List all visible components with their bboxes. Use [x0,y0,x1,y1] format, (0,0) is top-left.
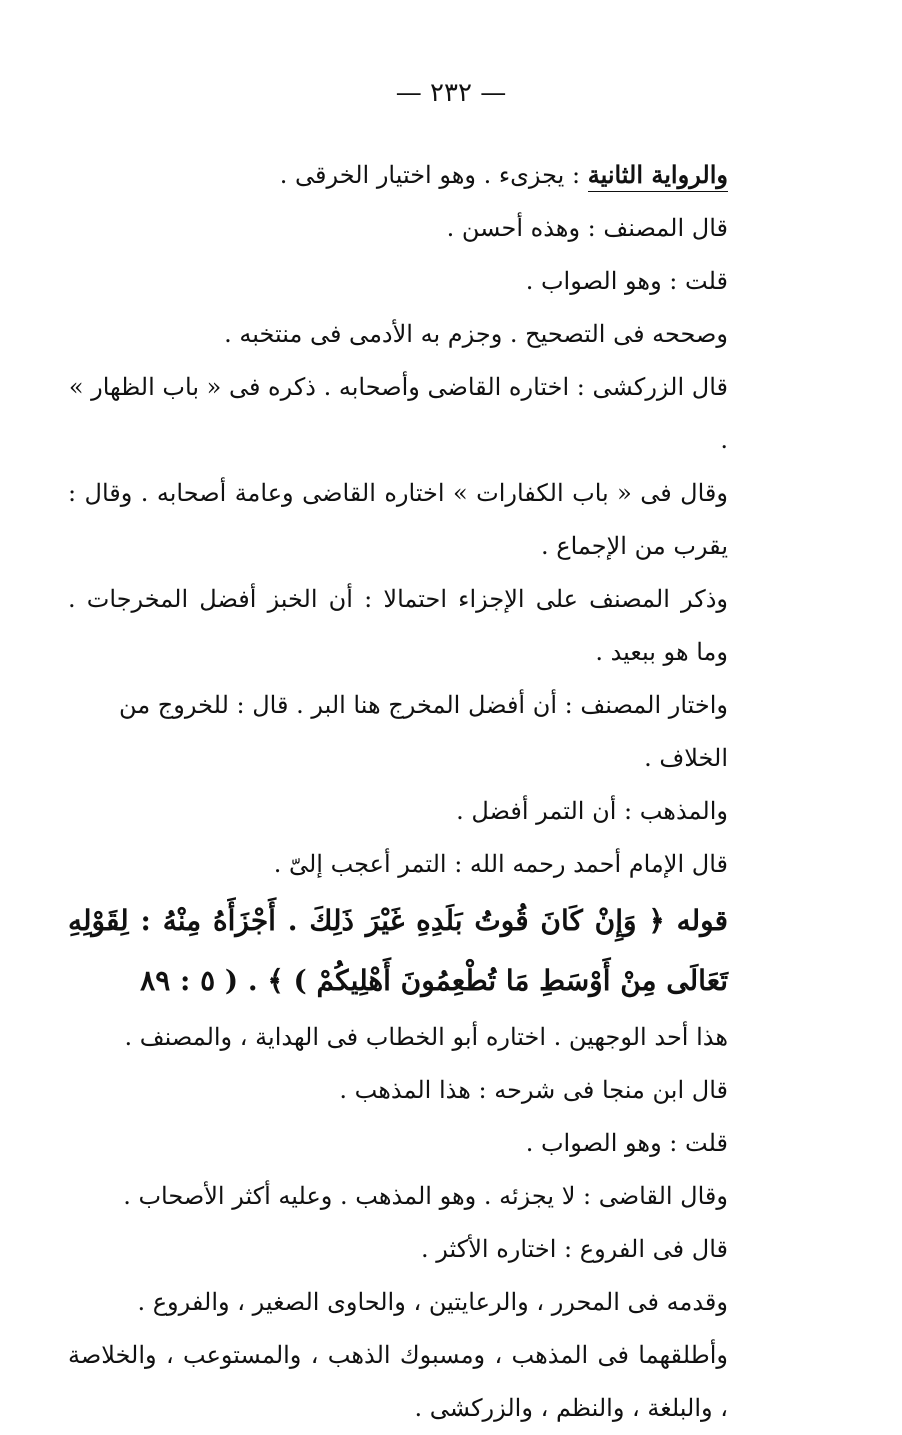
paragraph-5: قال الزركشى : اختاره القاضى وأصحابه . ذكره فى « باب الظهار » . [68,373,728,454]
paragraph-4: وصححه فى التصحيح . وجزم به الأدمى فى منتخبه . [224,320,728,348]
paragraph-9: والمذهب : أن التمر أفضل . [456,797,728,825]
paragraph-7: وذكر المصنف على الإجزاء احتمالا : أن الخبز أفضل المخرجات . وما هو ببعيد . [68,585,728,666]
paragraph-12: هذا أحد الوجهين . اختاره أبو الخطاب فى الهداية ، والمصنف . [124,1023,728,1051]
paragraph-3: قلت : وهو الصواب . [525,267,728,295]
paragraph-14: قلت : وهو الصواب . [525,1129,728,1157]
paragraph-17: وقدمه فى المحرر ، والرعايتين ، والحاوى الصغير ، والفروع . [137,1288,728,1316]
paragraph-10: قال الإمام أحمد رحمه الله : التمر أعجب إلىّ . [273,850,728,878]
paragraph-16: قال فى الفروع : اختاره الأكثر . [421,1235,728,1263]
paragraph-15: وقال القاضى : لا يجزئه . وهو المذهب . وعليه أكثر الأصحاب . [123,1182,728,1210]
body-text [68,148,728,1435]
paragraph-8: واختار المصنف : أن أفضل المخرج هنا البر . قال : للخروج من الخلاف . [119,691,728,772]
paragraph-13: قال ابن منجا فى شرحه : هذا المذهب . [339,1076,728,1104]
paragraph-18: وأطلقهما فى المذهب ، ومسبوك الذهب ، والمستوعب ، والخلاصة ، والبلغة ، والنظم ، والزركشى . [68,1341,728,1422]
page-number: — ٢٣٢ — [395,78,507,108]
verse-reference: ( ٥ : ٨٩ [140,964,239,997]
underlined-heading: والرواية الثانية [588,160,728,192]
paragraph-2: قال المصنف : وهذه أحسن . [446,214,728,242]
quran-verse-text: قوله ﴿ وَإِنْ كَانَ قُوتُ بَلَدِهِ غَيْرَ ذَلِكَ . أَجْزَأَهُ مِنْهُ : لِقَوْلِهِ تَعَالَى مِنْ أَوْسَطِ مَا تُطْعِمُونَ أَهْلِيكُمْ ) ﴾ . [68,904,728,997]
paragraph-6: وقال فى « باب الكفارات » اختاره القاضى وعامة أصحابه . وقال : يقرب من الإجماع . [68,479,728,560]
paragraph-1-text: : يجزىء . وهو اختيار الخرقى . [279,161,581,189]
quran-verse-paragraph [68,891,728,1011]
paragraph-1 [68,148,728,202]
